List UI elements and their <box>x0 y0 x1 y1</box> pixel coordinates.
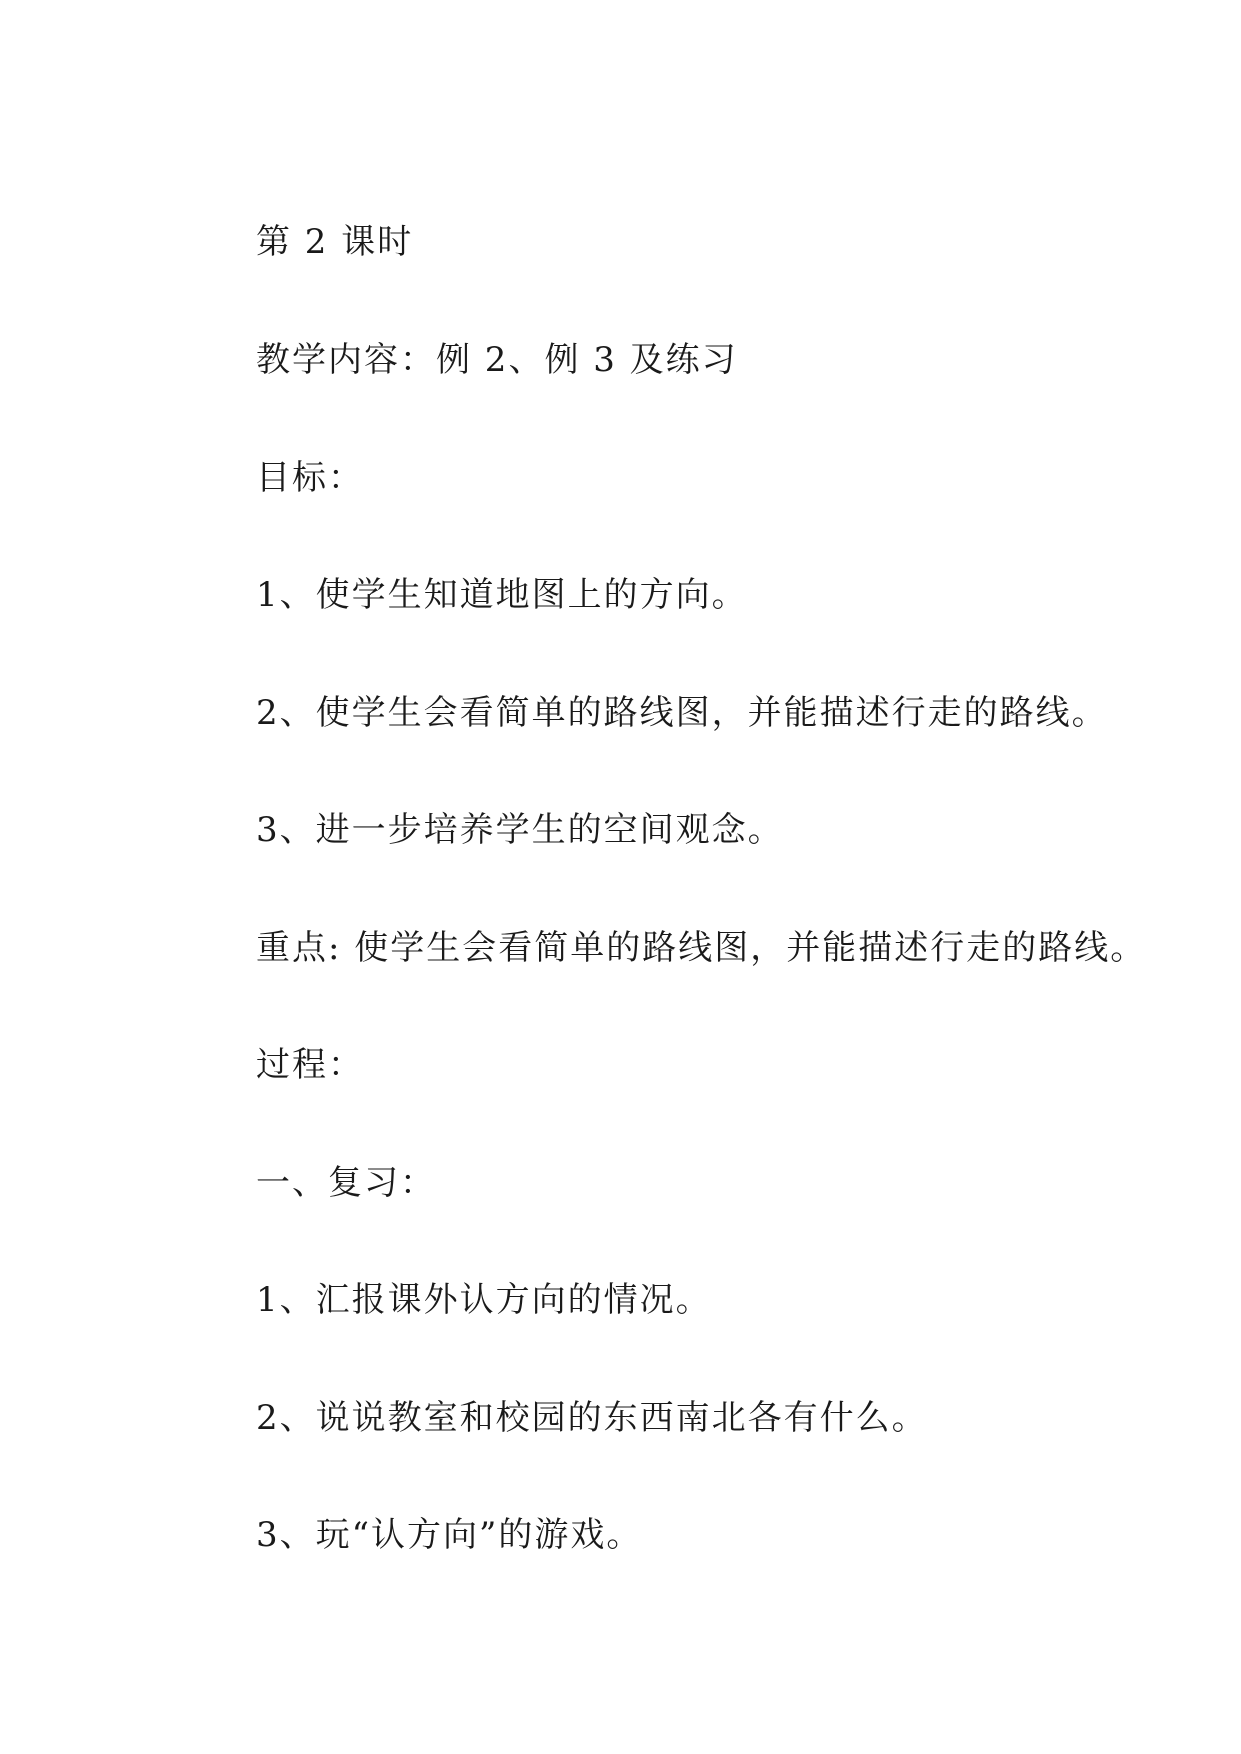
lesson-heading: 第 2 课时 <box>256 222 414 262</box>
review-heading: 一、复习： <box>256 1163 436 1203</box>
review-item-1: 1、汇报课外认方向的情况。 <box>256 1280 712 1320</box>
objective-item-1: 1、使学生知道地图上的方向。 <box>256 575 748 615</box>
objective-item-2: 2、使学生会看简单的路线图，并能描述行走的路线。 <box>256 693 1108 733</box>
review-item-2: 2、说说教室和校园的东西南北各有什么。 <box>256 1398 928 1438</box>
objective-item-3: 3、进一步培养学生的空间观念。 <box>256 810 784 850</box>
objectives-heading: 目标： <box>256 458 364 498</box>
key-point-line: 重点: 使学生会看简单的路线图，并能描述行走的路线。 <box>256 928 1147 968</box>
teaching-content-line: 教学内容：例 2、例 3 及练习 <box>256 340 738 380</box>
process-heading: 过程： <box>256 1045 364 1085</box>
review-item-3: 3、玩“认方向”的游戏。 <box>256 1515 643 1555</box>
